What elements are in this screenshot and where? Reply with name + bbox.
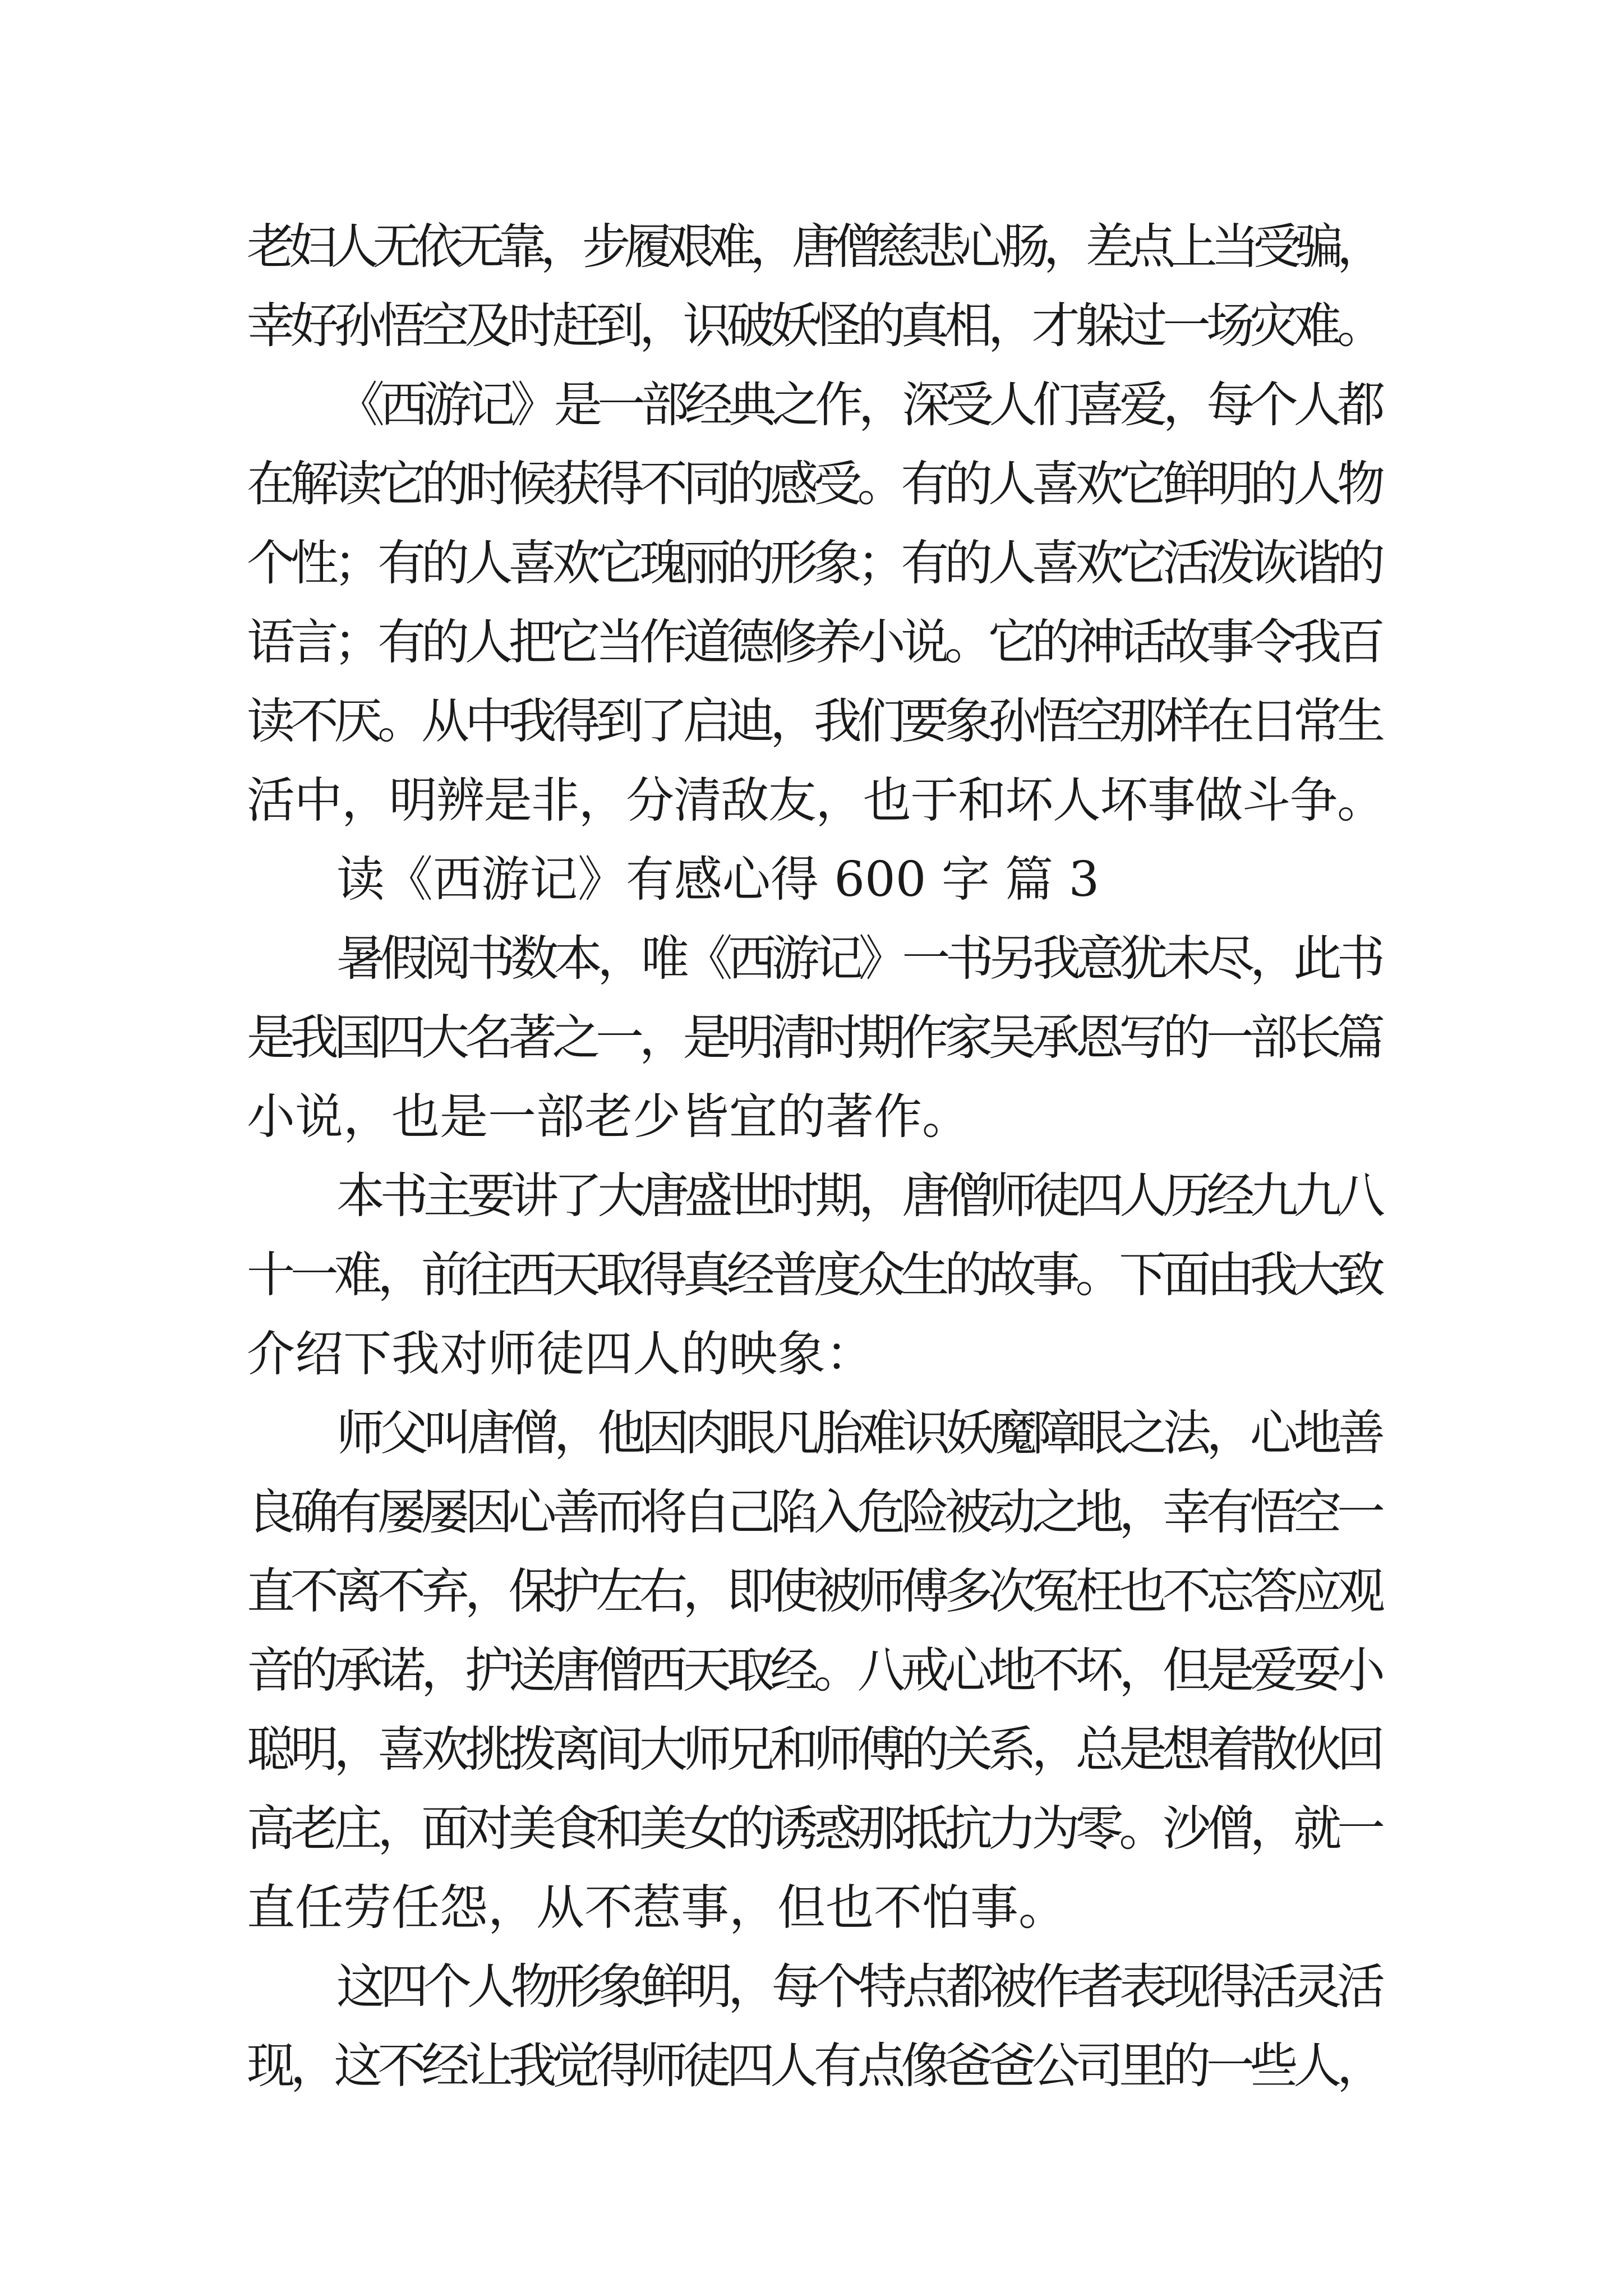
text-line-content: 介绍下我对师徒四人的映象： <box>247 1326 874 1382</box>
section-heading <box>336 840 1099 919</box>
text-line-content: 高老庄，面对美食和美女的诱惑那抵抗力为零。沙僧，就一 <box>247 1801 1381 1857</box>
paragraph-first-line <box>336 1157 1381 1235</box>
text-line <box>247 1078 970 1156</box>
text-line <box>247 603 1381 682</box>
text-line <box>247 1315 874 1393</box>
text-line <box>247 1552 1381 1631</box>
paragraph-first-line <box>336 919 1381 998</box>
text-line-content: 音的承诺，护送唐僧西天取经。八戒心地不坏，但是爱耍小 <box>247 1642 1381 1699</box>
text-line <box>247 445 1381 523</box>
text-line-content: 这四个人物形象鲜明，每个特点都被作者表现得活灵活 <box>336 1959 1381 2015</box>
text-line <box>247 1869 1067 1947</box>
text-line-content: 十一难，前往西天取得真经普度众生的故事。下面由我大致 <box>247 1247 1381 1303</box>
paragraph-first-line <box>336 1948 1381 2026</box>
text-line <box>247 999 1381 1077</box>
text-line-content: 在解读它的时候获得不同的感受。有的人喜欢它鲜明的人物 <box>247 456 1381 512</box>
text-line-content: 本书主要讲了大唐盛世时期，唐僧师徒四人历经九九八 <box>336 1168 1381 1224</box>
text-line <box>247 1236 1381 1314</box>
paragraph-first-line <box>336 366 1381 444</box>
text-line <box>247 287 1381 365</box>
text-line-content: 老妇人无依无靠，步履艰难，唐僧慈悲心肠，差点上当受骗， <box>247 219 1379 275</box>
text-line <box>247 682 1381 761</box>
text-line-content: 直任劳任怨，从不惹事，但也不怕事。 <box>247 1880 1067 1936</box>
text-line-content: 暑假阅书数本，唯《西游记》一书另我意犹未尽，此书 <box>336 931 1381 987</box>
text-line <box>247 1631 1381 1710</box>
text-line <box>247 1789 1381 1868</box>
text-line <box>247 208 1379 286</box>
text-line <box>247 2027 1381 2105</box>
text-line-content: 聪明，喜欢挑拨离间大师兄和师傅的关系，总是想着散伙回 <box>247 1722 1381 1778</box>
text-line-content: 师父叫唐僧，他因肉眼凡胎难识妖魔障眼之法，心地善 <box>336 1405 1381 1461</box>
text-line-content: 个性；有的人喜欢它瑰丽的形象；有的人喜欢它活泼诙谐的 <box>247 535 1381 591</box>
text-line-content: 语言；有的人把它当作道德修养小说。它的神话故事令我百 <box>247 614 1381 670</box>
text-line-content: 现，这不经让我觉得师徒四人有点像爸爸公司里的一些人， <box>247 2038 1381 2094</box>
section-heading-text: 读《西游记》有感心得 600 字 篇 3 <box>336 852 1100 908</box>
text-line <box>247 761 1385 840</box>
text-line <box>247 1710 1381 1789</box>
text-line-content: 小说，也是一部老少皆宜的著作。 <box>247 1089 970 1145</box>
text-line-content: 良确有屡屡因心善而将自己陷入危险被动之地，幸有悟空一 <box>247 1484 1381 1540</box>
text-line-content: 是我国四大名著之一，是明清时期作家吴承恩写的一部长篇 <box>247 1010 1381 1066</box>
text-line-content: 读不厌。从中我得到了启迪，我们要象孙悟空那样在日常生 <box>247 693 1381 749</box>
text-line-content: 直不离不弃，保护左右，即使被师傅多次冤枉也不忘答应观 <box>247 1563 1381 1619</box>
text-line-content: 幸好孙悟空及时赶到，识破妖怪的真相，才躲过一场灾难。 <box>247 298 1381 354</box>
text-line <box>247 1473 1381 1552</box>
text-line-content: 《西游记》是一部经典之作，深受人们喜爱，每个人都 <box>336 377 1381 433</box>
text-line-content: 活中，明辨是非，分清敌友，也于和坏人坏事做斗争。 <box>247 772 1385 829</box>
text-line <box>247 524 1381 602</box>
paragraph-first-line <box>336 1394 1381 1473</box>
